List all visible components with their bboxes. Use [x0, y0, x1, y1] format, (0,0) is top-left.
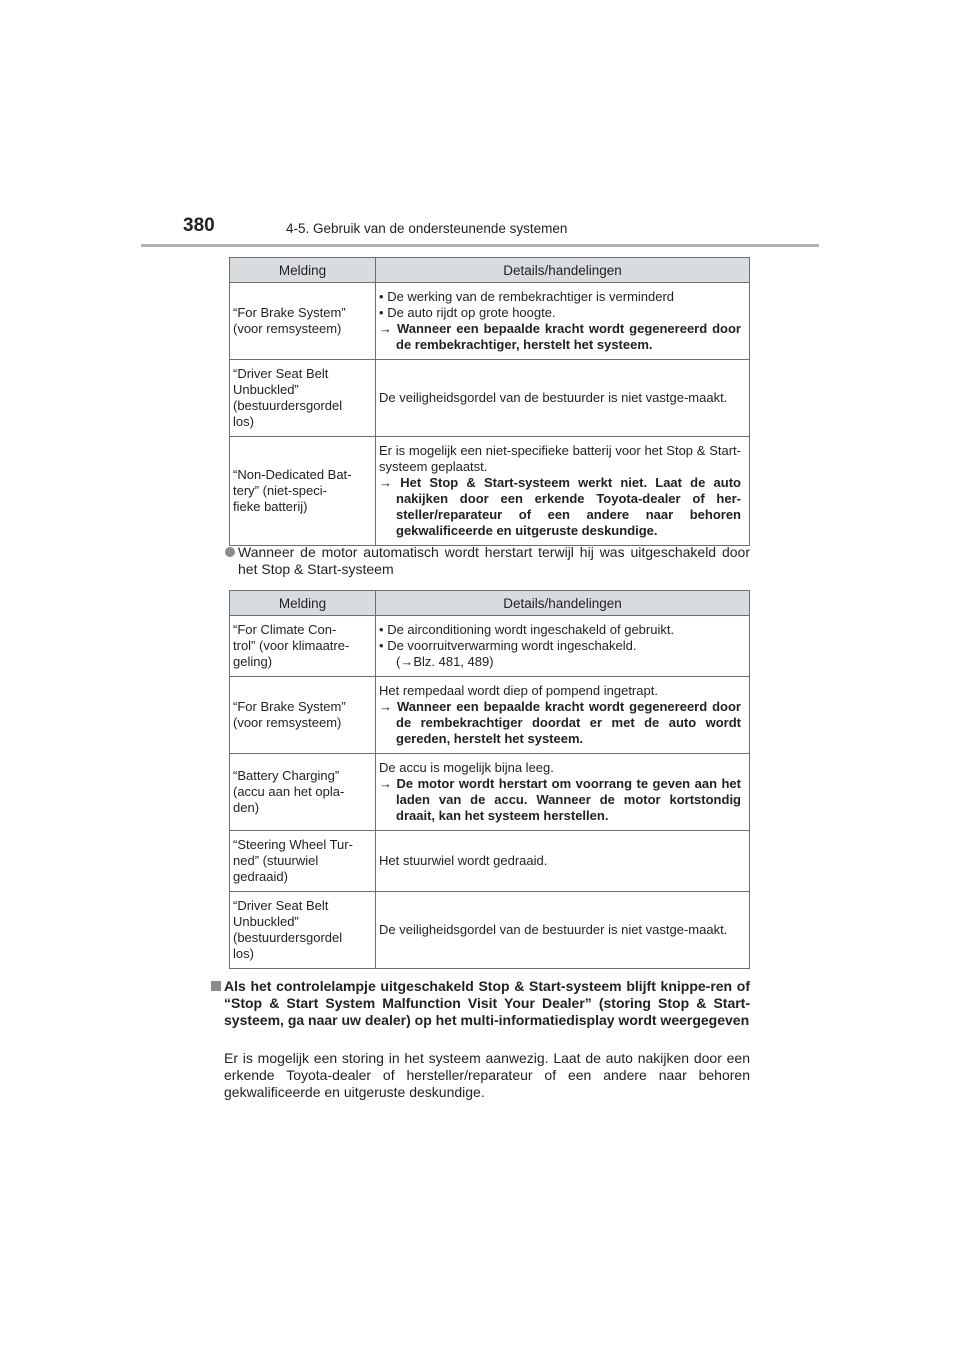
melding-cell: “Steering Wheel Tur- ned” (stuurwiel gedraaid) — [230, 831, 376, 892]
bullet-paragraph: Wanneer de motor automatisch wordt herstart terwijl hij was uitgeschakeld door het Stop & Start-systeem — [238, 544, 750, 578]
message-table-2 — [229, 590, 750, 969]
details-cell: De veiligheidsgordel van de bestuurder is niet vastge-maakt. — [376, 892, 750, 969]
bullet-dot-icon — [225, 547, 235, 557]
page-header — [141, 215, 819, 245]
note-body: Er is mogelijk een storing in het systeem aanwezig. Laat de auto nakijken door een erkende Toyota-dealer of hersteller/reparateur of een andere naar behoren gekwalificeerde en uitgeruste deskundige. — [224, 1050, 750, 1100]
table-row — [230, 892, 750, 969]
details-cell: Het rempedaal wordt diep of pompend ingetrapt. → Wanneer een bepaalde kracht wordt gegenereerd door de rembekrachtiger doordat er met de auto wordt gereden, herstelt het systeem. — [376, 677, 750, 754]
table-header-row — [230, 258, 750, 283]
table-row — [230, 831, 750, 892]
arrow-icon: → — [379, 699, 392, 714]
square-bullet-icon — [211, 981, 221, 991]
details-cell: Er is mogelijk een niet-specifieke batterij voor het Stop & Start-systeem geplaatst. → Het Stop & Start-systeem werkt niet. Laat de auto nakijken door een erkende Toyota-dealer of her-steller/reparateur of een andere naar behoren gekwalificeerde en uitgeruste deskundige. — [376, 437, 750, 546]
table-header-row — [230, 591, 750, 616]
arrow-icon: → — [379, 321, 392, 336]
details-cell: Het stuurwiel wordt gedraaid. — [376, 831, 750, 892]
list-item: • De voorruitverwarming wordt ingeschakeld. — [379, 638, 637, 653]
column-header-details: Details/handelingen — [376, 591, 750, 616]
action-text: → Het Stop & Start-systeem werkt niet. Laat de auto nakijken door een erkende Toyota-dealer of her-steller/reparateur of een andere naar behoren gekwalificeerde en uitgeruste deskundige. — [379, 475, 741, 538]
note-heading: Als het controlelampje uitgeschakeld Stop & Start-systeem blijft knippe-ren of “Stop & Start System Malfunction Visit Your Dealer” (storing Stop & Start-systeem, ga naar uw dealer) op het multi-informatiedisplay wordt weergegeven — [224, 978, 750, 1029]
melding-cell: “Driver Seat Belt Unbuckled” (bestuurdersgordel los) — [230, 892, 376, 969]
action-text: → Wanneer een bepaalde kracht wordt gegenereerd door de rembekrachtiger, herstelt het systeem. — [379, 321, 741, 352]
melding-cell: “For Brake System” (voor remsysteem) — [230, 283, 376, 360]
message-table-1 — [229, 257, 750, 546]
page-reference: (→Blz. 481, 489) — [396, 654, 494, 669]
table-row — [230, 677, 750, 754]
column-header-melding: Melding — [230, 591, 376, 616]
table-row — [230, 754, 750, 831]
column-header-details: Details/handelingen — [376, 258, 750, 283]
header-divider — [141, 244, 819, 247]
table-row — [230, 437, 750, 546]
section-title: 4-5. Gebruik van de ondersteunende systemen — [286, 221, 568, 236]
column-header-melding: Melding — [230, 258, 376, 283]
list-item: • De airconditioning wordt ingeschakeld of gebruikt. — [379, 622, 675, 637]
melding-cell: “For Brake System” (voor remsysteem) — [230, 677, 376, 754]
details-cell — [376, 283, 750, 360]
arrow-icon: → — [379, 475, 392, 490]
table-row — [230, 616, 750, 677]
list-item: • De auto rijdt op grote hoogte. — [379, 305, 556, 320]
melding-cell: “Non-Dedicated Bat- tery” (niet-speci- fieke batterij) — [230, 437, 376, 546]
melding-cell: “Driver Seat Belt Unbuckled” (bestuurdersgordel los) — [230, 360, 376, 437]
melding-cell: “For Climate Con- trol” (voor klimaatre- geling) — [230, 616, 376, 677]
action-text: → De motor wordt herstart om voorrang te geven aan het laden van de accu. Wanneer de motor kortstondig draait, kan het systeem herstellen. — [379, 776, 741, 823]
details-cell: De accu is mogelijk bijna leeg. → De motor wordt herstart om voorrang te geven aan het laden van de accu. Wanneer de motor kortstondig draait, kan het systeem herstellen. — [376, 754, 750, 831]
details-cell: De veiligheidsgordel van de bestuurder is niet vastge-maakt. — [376, 360, 750, 437]
table-row — [230, 360, 750, 437]
details-cell — [376, 616, 750, 677]
page-number: 380 — [183, 215, 215, 236]
melding-cell: “Battery Charging” (accu aan het opla- den) — [230, 754, 376, 831]
table-row — [230, 283, 750, 360]
arrow-icon: → — [379, 776, 392, 791]
list-item: • De werking van de rembekrachtiger is verminderd — [379, 289, 675, 304]
action-text: → Wanneer een bepaalde kracht wordt gegenereerd door de rembekrachtiger doordat er met de auto wordt gereden, herstelt het systeem. — [379, 699, 741, 746]
